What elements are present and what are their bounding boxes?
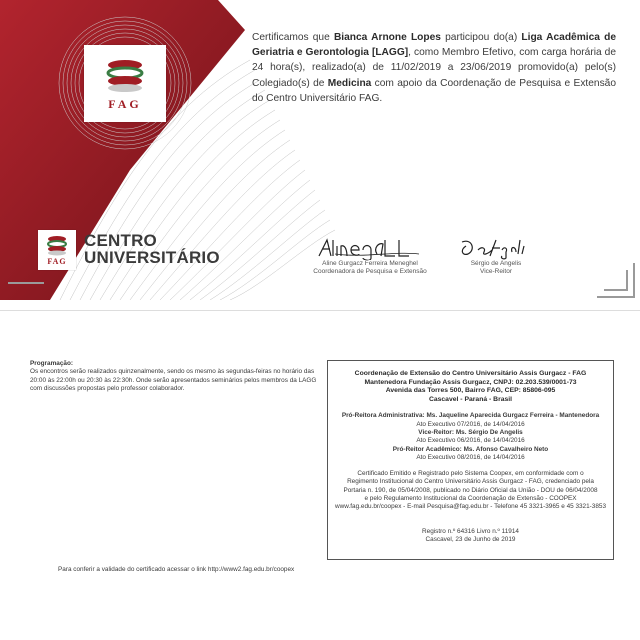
institution-name: [84, 232, 220, 266]
fag-logo: [38, 230, 76, 270]
signature-block-coordinator: [306, 236, 434, 276]
record-number: Registro n.º 64316 Livro n.º 11914: [422, 527, 519, 535]
registry-line: e pelo Regulamento Institucional da Coordenação de Extensão - COOPEX: [364, 495, 577, 503]
corner-frame: [597, 263, 634, 297]
certificate-front: [0, 0, 640, 300]
signatory-role: Vice-Reitor: [479, 268, 513, 275]
page-divider: [0, 310, 640, 311]
registry-line: Portaria n. 190, de 05/04/2008, publicado no Diário Oficial da União - DOU de 06/04/2008: [343, 486, 598, 494]
signatory-name: Aline Gurgacz Ferreira Meneghel: [322, 260, 418, 267]
course-name: Medicina: [327, 77, 372, 89]
fag-logo-icon: [38, 230, 76, 260]
official-title: Pró-Reitora Administrativa: Ms. Jaqueline Aparecida Gurgacz Ferreira - Mantenedora: [341, 412, 600, 420]
registry-line: Certificado Emitido e Registrado pelo Sistema Coopex, em conformidade com o: [357, 470, 584, 478]
signatory-name: Sérgio de Angelis: [470, 260, 522, 267]
institution-name-line2: UNIVERSITÁRIO: [84, 248, 220, 267]
statement-details: , como Membro Efetivo, com carga horária de 24 hora(s), realizado(a) de 11/02/2019 a 23/06/2019 promovido(a) pelo(s) Colegiado(s) de: [252, 47, 616, 89]
participant-name: Bianca Arnone Lopes: [333, 32, 441, 43]
statement-intro: Certificamos que: [252, 32, 334, 43]
signatory-role: Coordenadora de Pesquisa e Extensão: [313, 268, 427, 275]
registry-line: Regimento Institucional do Centro Universitário Assis Gurgacz - FAG, credenciado pela: [347, 478, 594, 486]
official-act: Ato Executivo 06/2016, de 14/04/2016: [416, 437, 525, 445]
certificate-statement: [252, 30, 616, 106]
fag-seal: [84, 45, 166, 122]
maintainer-info: Mantenedora Fundação Assis Gurgacz, CNPJ: 02.203.539/0001-73: [364, 378, 577, 386]
city: Cascavel - Paraná - Brasil: [428, 395, 513, 403]
programacao-body: Os encontros serão realizados quinzenalmente, sendo os mesmo às segundas-feiras no horário das 20:00 às 22:00h ou 20:30 às 22:30h. Onde serão apresentados seminários pelos membros da LAGG com discussões propostas pelo professor colaborador.: [30, 368, 317, 392]
official-act: Ato Executivo 08/2016, de 14/04/2016: [416, 453, 525, 461]
address: Avenida das Torres 500, Bairro FAG, CEP: 85806-095: [385, 387, 556, 395]
programacao-title: Programação:: [30, 360, 73, 367]
coordination-name: Coordenação de Extensão do Centro Universitário Assis Gurgacz - FAG: [354, 370, 587, 377]
official-act: Ato Executivo 07/2016, de 14/04/2016: [416, 420, 525, 428]
fag-logo-label: FAG: [47, 257, 67, 266]
registration-info-box: [327, 360, 614, 560]
official-title: Pró-Reitor Acadêmico: Ms. Afonso Cavalheiro Neto: [392, 445, 549, 453]
event-name: Liga Acadêmica de Geriatria e Gerontologia [LAGG]: [252, 32, 616, 59]
record-date: Cascavel, 23 de Junho de 2019: [425, 535, 516, 543]
official-title: Vice-Reitor: Ms. Sérgio De Angelis: [418, 428, 523, 436]
institution-name-line1: CENTRO: [84, 231, 157, 250]
brand-logo: [38, 230, 218, 274]
seal-label: FAG: [108, 97, 142, 111]
signature-graphic: [456, 236, 536, 260]
verification-link-text: Para conferir a validade do certificado acessar o link http://www2.fag.edu.br/coopex: [58, 566, 295, 573]
signature-graphic: [315, 236, 425, 260]
signature-block-vice-rector: [440, 236, 552, 276]
registry-line: www.fag.edu.br/coopex - E-mail Pesquisa@fag.edu.br - Telefone 45 3321-3965 e 45 3321-3853: [334, 503, 607, 511]
programacao-section: [30, 360, 320, 393]
statement-text: participou do(a): [440, 32, 522, 43]
statement-closing: com apoio da Coordenação de Pesquisa e Extensão do Centro Universitário FAG.: [252, 77, 617, 104]
